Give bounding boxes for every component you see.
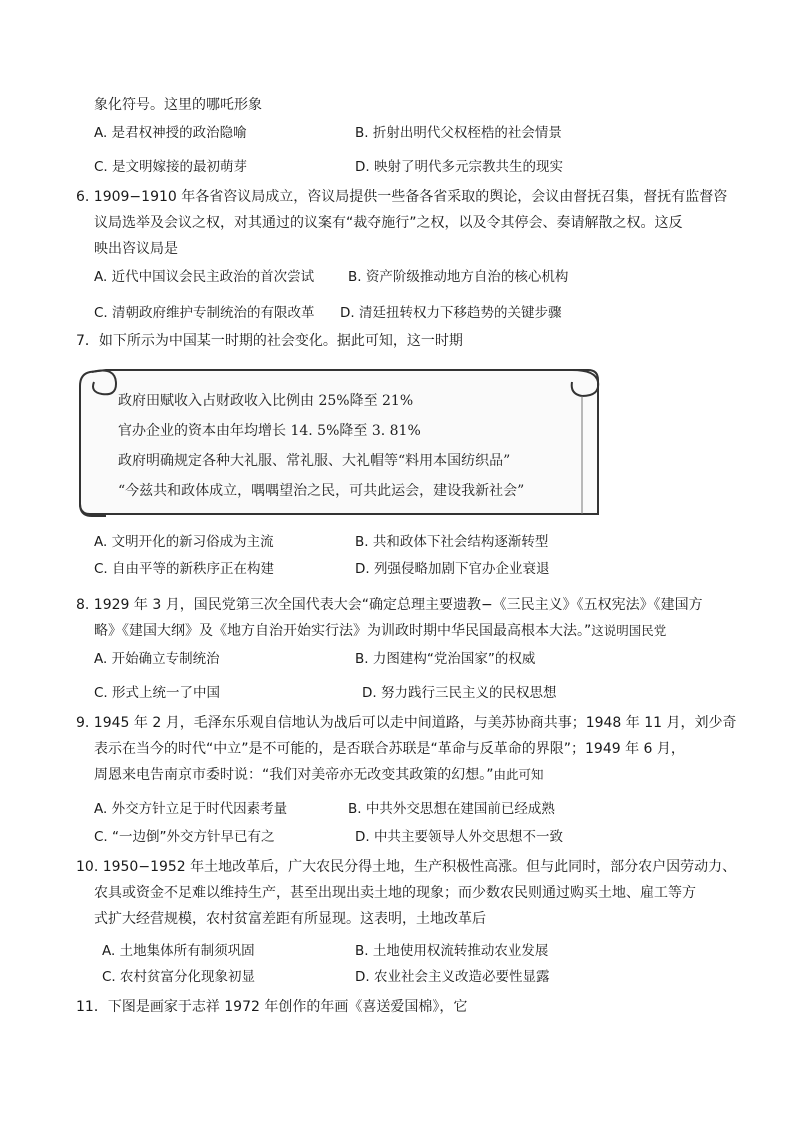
q7-option-b[interactable]: B. 共和政体下社会结构逐渐转型 (355, 534, 549, 550)
q8-stem-line-2-main: 略》《建国大纲》及《地方自治开始实行法》为训政时期中华民国最高根本大法。” (94, 623, 592, 639)
q10-option-c[interactable]: C. 农村贫富分化现象初显 (102, 969, 256, 985)
q9-option-a[interactable]: A. 外交方针立足于时代因素考量 (94, 801, 288, 817)
q6-stem-line-3: 映出咨议局是 (94, 241, 178, 257)
q8-stem-line-1: 8. 1929 年 3 月，国民党第三次全国代表大会“确定总理主要遗教−《三民主义》《五权宪法》《建国方 (76, 597, 703, 613)
q8-option-d[interactable]: D. 努力践行三民主义的民权思想 (362, 685, 557, 701)
q10-stem-line-3: 式扩大经营规模，农村贫富差距有所显现。这表明，土地改革后 (94, 911, 486, 927)
q9-stem-line-2: 表示在当今的时代“中立”是不可能的，是否联合苏联是“革命与反革命的界限”；1949 年 6 月， (94, 741, 685, 757)
q6-stem-line-2: 议局选举及会议之权，对其通过的议案有“裁夺施行”之权，以及令其停会、奏请解散之权。这反 (94, 215, 683, 231)
q9-stem-line-3-main: 周恩来电告南京市委时说：“我们对美帝亦无改变其政策的幻想。” (94, 767, 494, 783)
q6-option-c[interactable]: C. 清朝政府维护专制统治的有限改革 (94, 305, 315, 321)
q8-stem-line-2 (94, 622, 666, 640)
q10-option-b[interactable]: B. 土地使用权流转推动农业发展 (355, 943, 549, 959)
scroll-line-1: 政府田赋收入占财政收入比例由 25%降至 21% (118, 393, 414, 409)
q6-option-b[interactable]: B. 资产阶级推动地方自治的核心机构 (348, 269, 569, 285)
q5-option-b[interactable]: B. 折射出明代父权桎梏的社会情景 (355, 125, 562, 141)
q5-option-c[interactable]: C. 是文明嫁接的最初萌芽 (94, 159, 248, 175)
q6-stem-line-1: 6. 1909−1910 年各省咨议局成立，咨议局提供一些备各省采取的舆论，会议由督抚召集，督抚有监督咨 (76, 189, 728, 205)
q10-stem-line-1: 10. 1950−1952 年土地改革后，广大农民分得土地，生产积极性高涨。但与此同时，部分农户因劳动力、 (76, 859, 737, 875)
q7-stem: 7．如下所示为中国某一时期的社会变化。据此可知，这一时期 (76, 333, 463, 349)
q9-stem-line-1: 9. 1945 年 2 月，毛泽东乐观自信地认为战后可以走中间道路，与美苏协商共事；1948 年 11 月，刘少奇 (76, 715, 737, 731)
q8-option-b[interactable]: B. 力图建构“党治国家”的权威 (355, 651, 536, 667)
q9-option-b[interactable]: B. 中共外交思想在建国前已经成熟 (348, 801, 555, 817)
q7-option-a[interactable]: A. 文明开化的新习俗成为主流 (94, 534, 274, 550)
q8-option-c[interactable]: C. 形式上统一了中国 (94, 685, 221, 701)
scroll-line-2: 官办企业的资本由年均增长 14. 5%降至 3. 81% (118, 423, 421, 439)
q8-option-a[interactable]: A. 开始确立专制统治 (94, 651, 220, 667)
q9-option-d[interactable]: D. 中共主要领导人外交思想不一致 (355, 829, 563, 845)
q9-stem-line-3-tail: 由此可知 (493, 767, 544, 782)
q5-option-d[interactable]: D. 映射了明代多元宗教共生的现实 (355, 159, 563, 175)
q10-stem-line-2: 农具或资金不足难以维持生产，甚至出现出卖土地的现象；而少数农民则通过购买土地、雇工等方 (94, 885, 696, 901)
q7-option-c[interactable]: C. 自由平等的新秩序正在构建 (94, 561, 275, 577)
q6-option-d[interactable]: D. 清廷扭转权力下移趋势的关键步骤 (340, 305, 562, 321)
q5-stem-continuation: 象化符号。这里的哪吒形象 (94, 97, 262, 113)
q8-stem-line-2-tail: 这说明国民党 (591, 623, 667, 638)
q5-option-a[interactable]: A. 是君权神授的政治隐喻 (94, 125, 247, 141)
scroll-line-4: “今兹共和政体成立，喁喁望治之民，可共此运会，建设我新社会” (118, 483, 525, 499)
q10-option-d[interactable]: D. 农业社会主义改造必要性显露 (355, 969, 550, 985)
q6-option-a[interactable]: A. 近代中国议会民主政治的首次尝试 (94, 269, 315, 285)
q7-option-d[interactable]: D. 列强侵略加剧下官办企业衰退 (355, 561, 550, 577)
q10-option-a[interactable]: A. 土地集体所有制须巩固 (102, 943, 255, 959)
q11-stem: 11．下图是画家于志祥 1972 年创作的年画《喜送爱国棉》，它 (76, 999, 468, 1015)
scroll-line-3: 政府明确规定各种大礼服、常礼服、大礼帽等“料用本国纺织品” (118, 453, 511, 469)
q9-stem-line-3 (94, 766, 544, 784)
q9-option-c[interactable]: C. “一边倒”外交方针早已有之 (94, 829, 275, 845)
